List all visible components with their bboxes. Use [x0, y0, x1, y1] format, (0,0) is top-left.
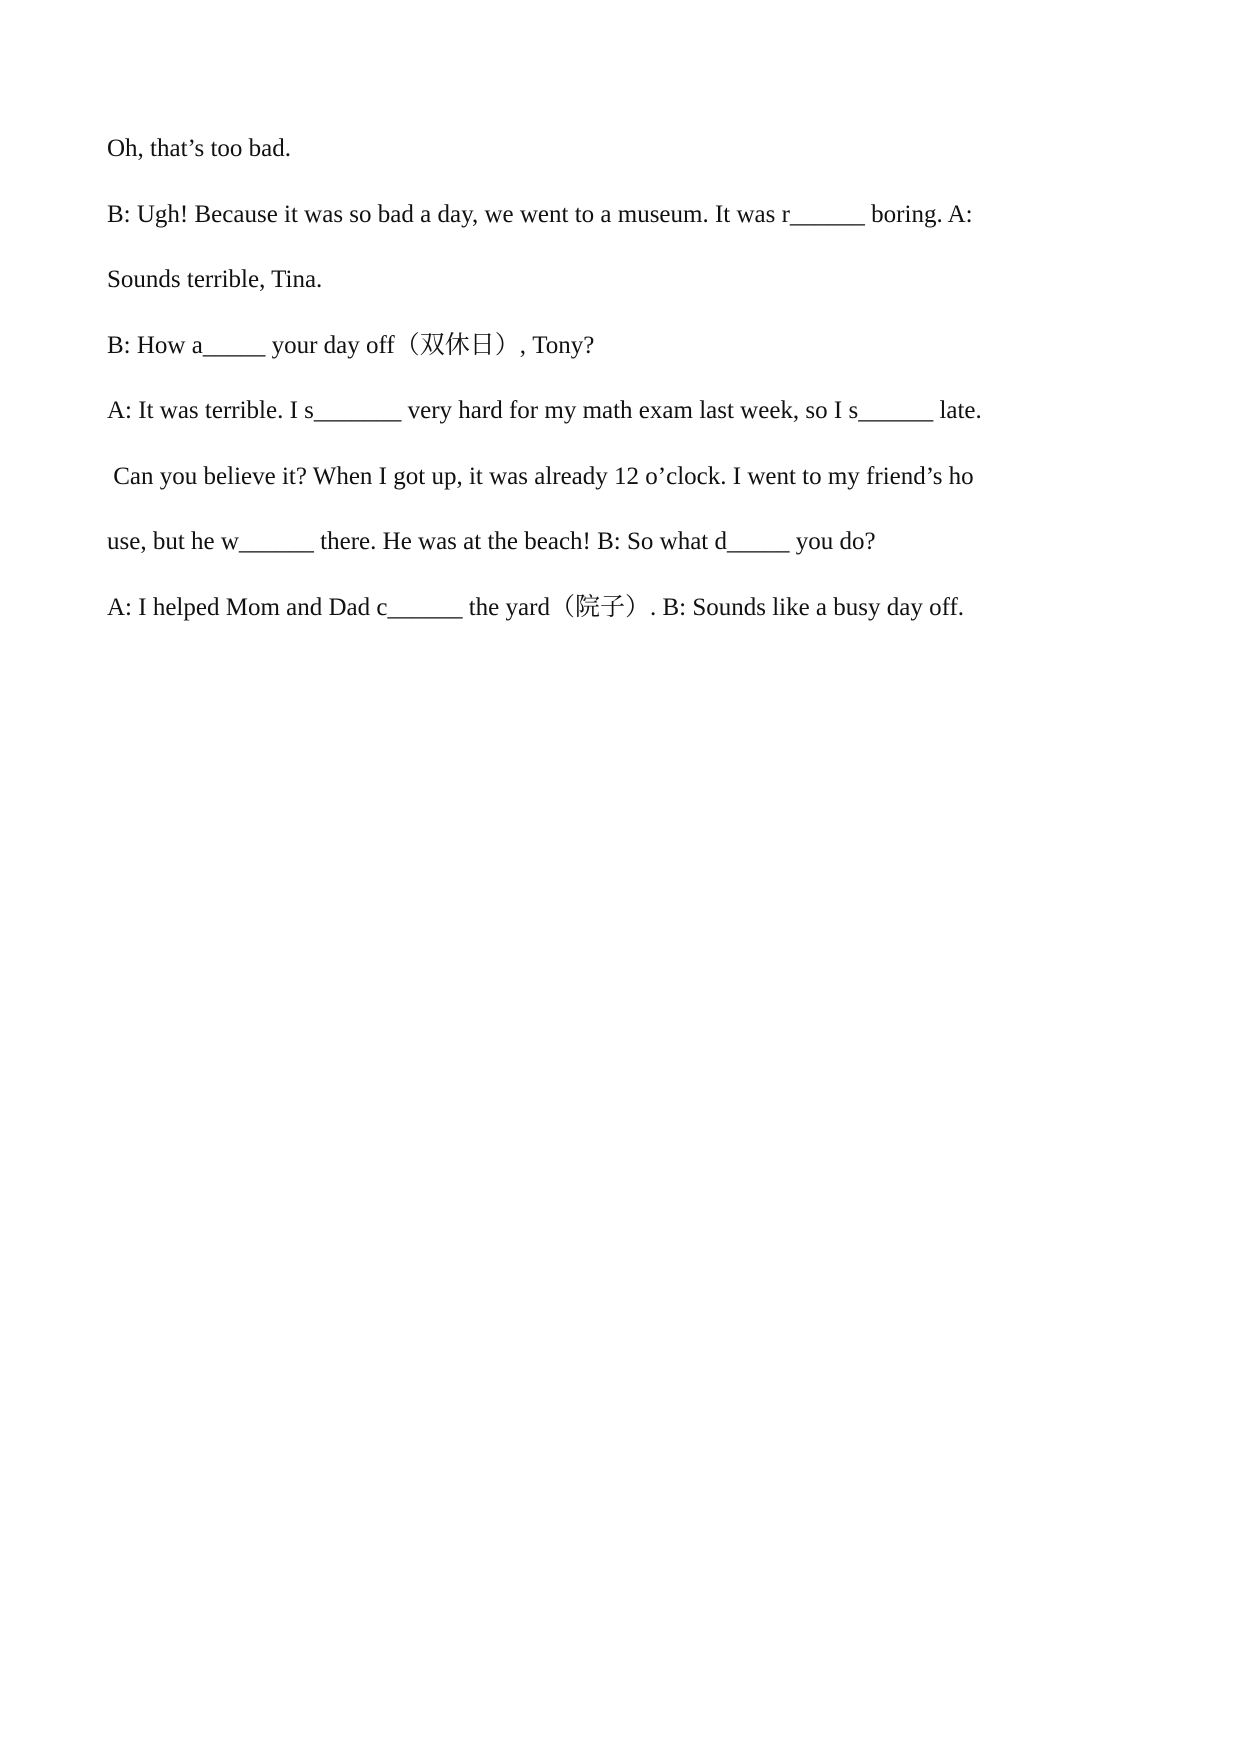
text-line: B: How a_____ your day off（双休日）, Tony? [107, 331, 595, 359]
text-line: B: Ugh! Because it was so bad a day, we went to a museum. It was r______ boring. A: [107, 200, 973, 228]
text-line: use, but he w______ there. He was at the beach! B: So what d_____ you do? [107, 528, 876, 555]
text-line: A: It was terrible. I s_______ very hard for my math exam last week, so I s______ late. [107, 397, 982, 424]
text-line: Oh, that’s too bad. [107, 135, 292, 162]
text-line: Can you believe it? When I got up, it was already 12 o’clock. I went to my friend’s ho [107, 462, 974, 490]
dialogue-text [107, 116, 1147, 640]
text-line: Sounds terrible, Tina. [107, 266, 323, 293]
text-line: A: I helped Mom and Dad c______ the yard（院子）. B: Sounds like a busy day off. [107, 593, 965, 621]
